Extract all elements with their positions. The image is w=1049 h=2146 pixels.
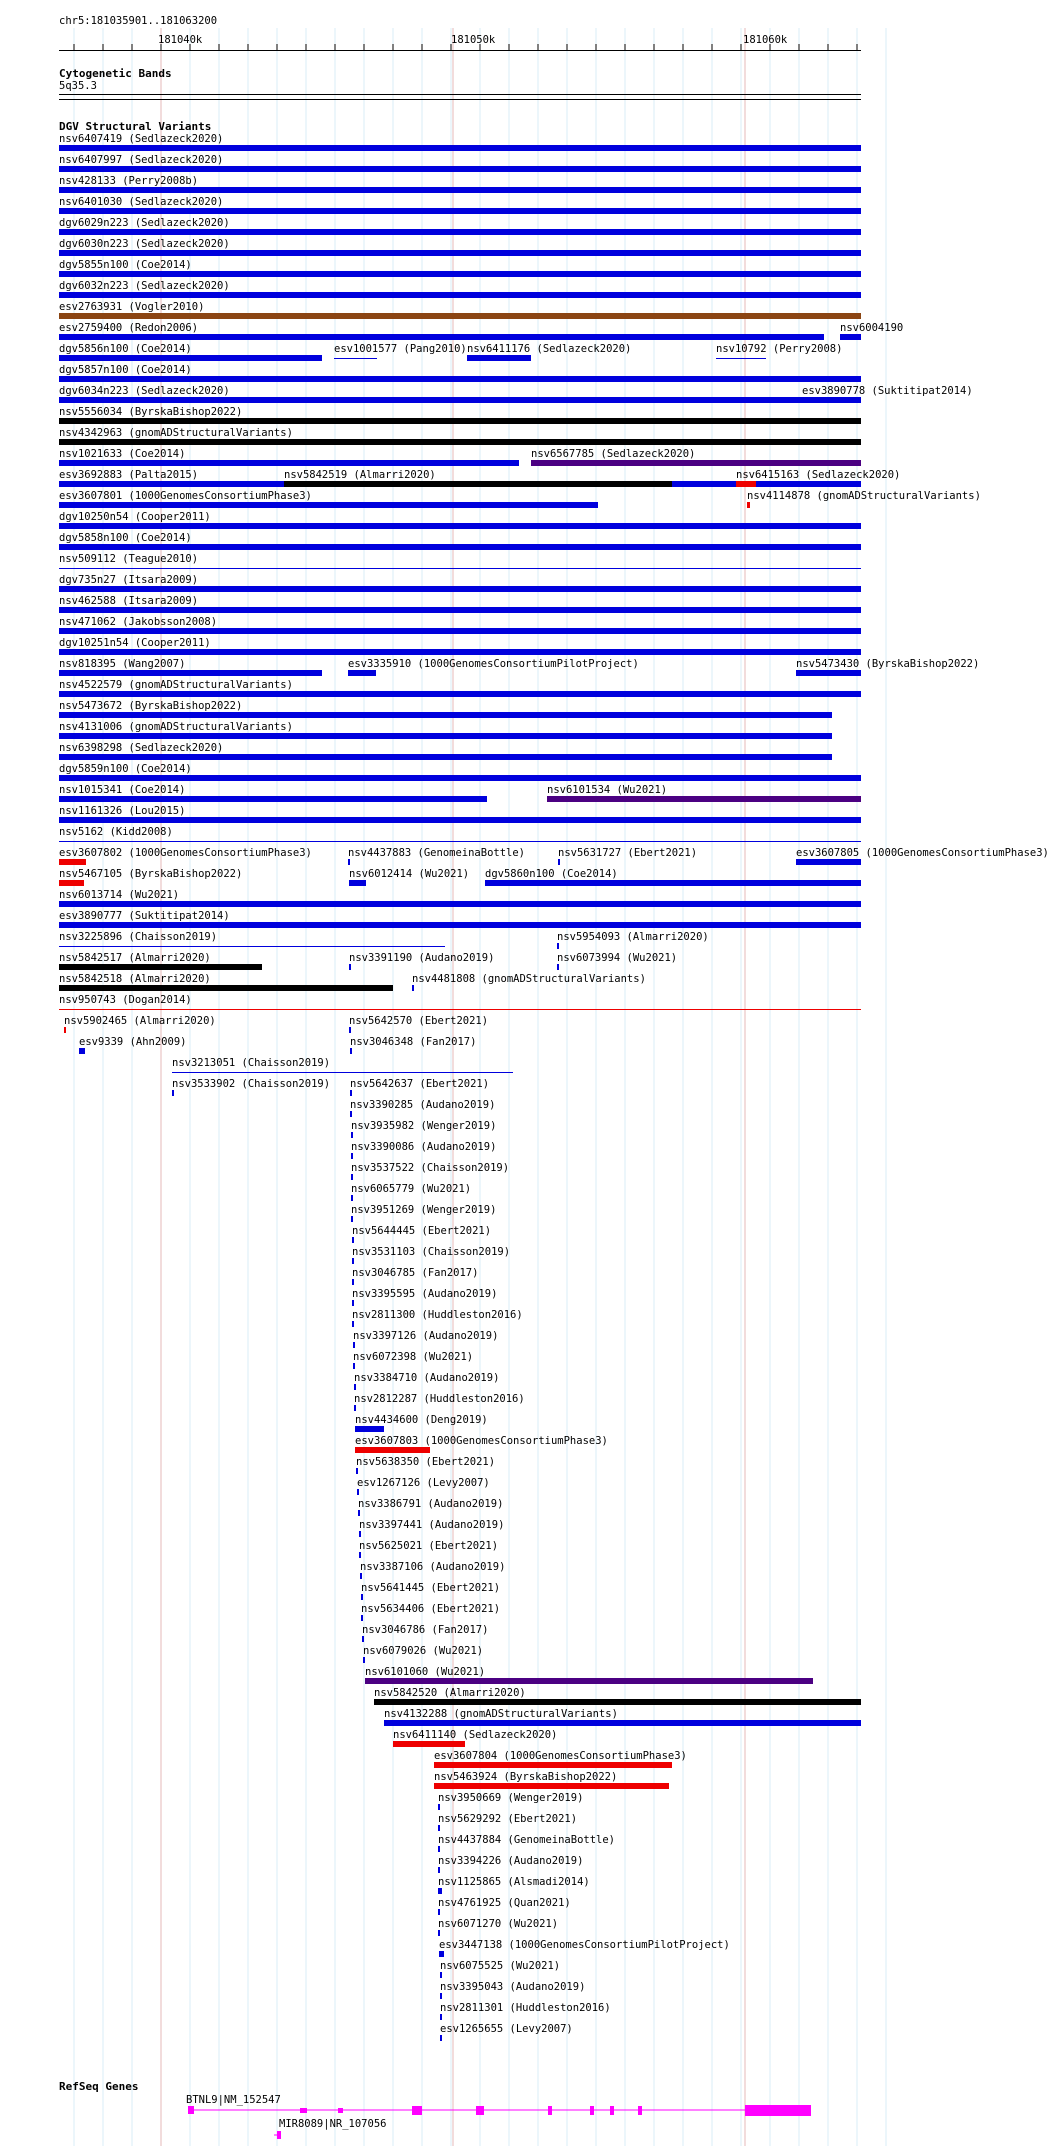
sv-label[interactable]: nsv3935982 (Wenger2019) [351, 1120, 497, 1132]
sv-feature-bar[interactable] [284, 481, 672, 487]
sv-label[interactable]: esv3890778 (Suktitipat2014) [802, 385, 973, 397]
sv-label[interactable]: nsv3395043 (Audano2019) [440, 1981, 586, 1993]
sv-feature-bar[interactable] [352, 1321, 354, 1327]
sv-label[interactable]: esv3607804 (1000GenomesConsortiumPhase3) [434, 1750, 687, 1762]
sv-feature-bar[interactable] [716, 358, 766, 359]
sv-feature-bar[interactable] [59, 733, 832, 739]
sv-feature-bar[interactable] [796, 859, 861, 865]
gene-label[interactable]: BTNL9|NM_152547 [186, 2094, 281, 2106]
sv-feature-bar[interactable] [350, 1090, 352, 1096]
sv-feature-bar[interactable] [353, 1342, 355, 1348]
sv-feature-bar[interactable] [59, 568, 861, 569]
sv-label[interactable]: esv1265655 (Levy2007) [440, 2023, 573, 2035]
sv-label[interactable]: nsv5634406 (Ebert2021) [361, 1603, 501, 1615]
sv-label[interactable]: nsv3395595 (Audano2019) [352, 1288, 498, 1300]
sv-label[interactable]: dgv6034n223 (Sedlazeck2020) [59, 385, 230, 397]
sv-feature-bar[interactable] [59, 691, 861, 697]
sv-feature-bar[interactable] [363, 1657, 365, 1663]
sv-feature-bar[interactable] [354, 1405, 356, 1411]
sv-feature-bar[interactable] [59, 859, 86, 865]
gene-model-btnl9[interactable] [0, 2100, 890, 2120]
sv-feature-bar[interactable] [736, 481, 756, 487]
sv-feature-bar[interactable] [59, 502, 598, 508]
sv-feature-bar[interactable] [172, 1072, 513, 1073]
sv-label[interactable]: nsv2811300 (Huddleston2016) [352, 1309, 523, 1321]
sv-feature-bar[interactable] [557, 943, 559, 949]
sv-label[interactable]: nsv1021633 (Coe2014) [59, 448, 186, 460]
sv-feature-bar[interactable] [351, 1195, 353, 1201]
sv-feature-bar[interactable] [348, 859, 350, 865]
sv-feature-bar[interactable] [59, 817, 861, 823]
sv-label[interactable]: nsv5842517 (Almarri2020) [59, 952, 211, 964]
sv-label[interactable]: nsv1125865 (Alsmadi2014) [438, 1876, 590, 1888]
sv-feature-bar[interactable] [840, 334, 861, 340]
sv-label[interactable]: esv1267126 (Levy2007) [357, 1477, 490, 1489]
sv-feature-bar[interactable] [352, 1237, 354, 1243]
sv-label[interactable]: esv3447138 (1000GenomesConsortiumPilotProject) [439, 1939, 730, 1951]
sv-feature-bar[interactable] [59, 880, 84, 886]
sv-label[interactable]: nsv3391190 (Audano2019) [349, 952, 495, 964]
sv-feature-bar[interactable] [357, 1489, 359, 1495]
sv-feature-bar[interactable] [349, 880, 366, 886]
sv-feature-bar[interactable] [79, 1048, 85, 1054]
sv-label[interactable]: nsv5902465 (Almarri2020) [64, 1015, 216, 1027]
sv-label[interactable]: nsv509112 (Teague2010) [59, 553, 199, 565]
sv-label[interactable]: nsv5467105 (ByrskaBishop2022) [59, 868, 243, 880]
sv-feature-bar[interactable] [59, 376, 861, 382]
sv-label[interactable]: esv2763931 (Vogler2010) [59, 301, 205, 313]
sv-feature-bar[interactable] [59, 418, 861, 424]
sv-label[interactable]: nsv6567785 (Sedlazeck2020) [531, 448, 696, 460]
sv-label[interactable]: nsv3225896 (Chaisson2019) [59, 931, 218, 943]
sv-label[interactable]: esv3607801 (1000GenomesConsortiumPhase3) [59, 490, 312, 502]
sv-feature-bar[interactable] [351, 1132, 353, 1138]
sv-label[interactable]: nsv6065779 (Wu2021) [351, 1183, 472, 1195]
sv-feature-bar[interactable] [362, 1636, 364, 1642]
sv-label[interactable]: nsv6411140 (Sedlazeck2020) [393, 1729, 558, 1741]
sv-label[interactable]: nsv3397126 (Audano2019) [353, 1330, 499, 1342]
sv-feature-bar[interactable] [440, 2035, 442, 2041]
sv-label[interactable]: nsv1161326 (Lou2015) [59, 805, 186, 817]
sv-label[interactable]: esv3692883 (Palta2015) [59, 469, 199, 481]
sv-label[interactable]: nsv6101534 (Wu2021) [547, 784, 668, 796]
sv-label[interactable]: nsv3213051 (Chaisson2019) [172, 1057, 331, 1069]
sv-label[interactable]: nsv6101060 (Wu2021) [365, 1666, 486, 1678]
sv-feature-bar[interactable] [384, 1720, 861, 1726]
sv-label[interactable]: nsv5641445 (Ebert2021) [361, 1582, 501, 1594]
sv-label[interactable]: nsv4522579 (gnomADStructuralVariants) [59, 679, 293, 691]
sv-feature-bar[interactable] [59, 901, 861, 907]
sv-label[interactable]: nsv3397441 (Audano2019) [359, 1519, 505, 1531]
sv-label[interactable]: nsv950743 (Dogan2014) [59, 994, 192, 1006]
sv-label[interactable]: nsv5629292 (Ebert2021) [438, 1813, 578, 1825]
sv-feature-bar[interactable] [352, 1258, 354, 1264]
sv-label[interactable]: nsv3531103 (Chaisson2019) [352, 1246, 511, 1258]
sv-feature-bar[interactable] [438, 1804, 440, 1810]
sv-label[interactable]: dgv5860n100 (Coe2014) [485, 868, 618, 880]
sv-label[interactable]: esv3607803 (1000GenomesConsortiumPhase3) [355, 1435, 608, 1447]
cytoband-track-title: Cytogenetic Bands [59, 67, 172, 80]
sv-label[interactable]: nsv4434600 (Deng2019) [355, 1414, 488, 1426]
ruler-tick-label: 181050k [451, 34, 496, 46]
sv-feature-bar[interactable] [59, 754, 832, 760]
ruler-tick-label: 181040k [158, 34, 203, 46]
sv-label[interactable]: dgv735n27 (Itsara2009) [59, 574, 199, 586]
sv-label[interactable]: nsv4761925 (Quan2021) [438, 1897, 571, 1909]
gene-label[interactable]: MIR8089|NR_107056 [279, 2118, 387, 2130]
sv-feature-bar[interactable] [59, 628, 861, 634]
sv-feature-bar[interactable] [59, 544, 861, 550]
sv-label[interactable]: dgv10250n54 (Cooper2011) [59, 511, 211, 523]
sv-feature-bar[interactable] [356, 1468, 358, 1474]
sv-feature-bar[interactable] [59, 523, 861, 529]
sv-label[interactable]: nsv3533902 (Chaisson2019) [172, 1078, 331, 1090]
sv-feature-bar[interactable] [361, 1594, 363, 1600]
sv-label[interactable]: dgv5858n100 (Coe2014) [59, 532, 192, 544]
sv-feature-bar[interactable] [438, 1930, 440, 1936]
sv-feature-bar[interactable] [434, 1762, 672, 1768]
sv-feature-bar[interactable] [64, 1027, 66, 1033]
sv-label[interactable]: nsv818395 (Wang2007) [59, 658, 186, 670]
sv-feature-bar[interactable] [349, 1027, 351, 1033]
sv-label[interactable]: nsv428133 (Perry2008b) [59, 175, 199, 187]
sv-feature-bar[interactable] [59, 355, 322, 361]
sv-feature-bar[interactable] [440, 1972, 442, 1978]
sv-feature-bar[interactable] [438, 1825, 440, 1831]
sv-label[interactable]: nsv3951269 (Wenger2019) [351, 1204, 497, 1216]
sv-label[interactable]: nsv5625021 (Ebert2021) [359, 1540, 499, 1552]
sv-feature-bar[interactable] [352, 1279, 354, 1285]
sv-feature-bar[interactable] [59, 397, 829, 403]
sv-feature-bar[interactable] [351, 1153, 353, 1159]
sv-label[interactable]: esv3890777 (Suktitipat2014) [59, 910, 230, 922]
sv-feature-bar[interactable] [557, 964, 559, 970]
sv-label[interactable]: nsv3384710 (Audano2019) [354, 1372, 500, 1384]
sv-feature-bar[interactable] [59, 208, 861, 214]
sv-feature-bar[interactable] [438, 1888, 442, 1894]
sv-label[interactable]: dgv6030n223 (Sedlazeck2020) [59, 238, 230, 250]
sv-feature-bar[interactable] [438, 1846, 440, 1852]
sv-feature-bar[interactable] [172, 1090, 174, 1096]
sv-feature-bar[interactable] [358, 1510, 360, 1516]
sv-feature-bar[interactable] [351, 1216, 353, 1222]
ruler-tick-label: 181060k [743, 34, 788, 46]
sv-label[interactable]: nsv6398298 (Sedlazeck2020) [59, 742, 224, 754]
sv-label[interactable]: nsv3390086 (Audano2019) [351, 1141, 497, 1153]
sv-feature-bar[interactable] [439, 1951, 444, 1957]
sv-label[interactable]: dgv5855n100 (Coe2014) [59, 259, 192, 271]
sv-label[interactable]: nsv2811301 (Huddleston2016) [440, 2002, 611, 2014]
sv-feature-bar[interactable] [354, 1384, 356, 1390]
sv-label[interactable]: nsv5644445 (Ebert2021) [352, 1225, 492, 1237]
sv-feature-bar[interactable] [59, 292, 861, 298]
sv-feature-bar[interactable] [59, 946, 445, 947]
sv-label[interactable]: nsv6079026 (Wu2021) [363, 1645, 484, 1657]
sv-label[interactable]: nsv6075525 (Wu2021) [440, 1960, 561, 1972]
sv-feature-bar[interactable] [59, 985, 393, 991]
sv-label[interactable]: nsv6071270 (Wu2021) [438, 1918, 559, 1930]
sv-feature-bar[interactable] [440, 2014, 442, 2020]
sv-feature-bar[interactable] [365, 1678, 813, 1684]
sv-feature-bar[interactable] [747, 502, 750, 508]
sv-feature-bar[interactable] [796, 670, 861, 676]
sv-feature-bar[interactable] [349, 964, 351, 970]
sv-label[interactable]: nsv5642637 (Ebert2021) [350, 1078, 490, 1090]
sv-feature-bar[interactable] [59, 250, 861, 256]
sv-label[interactable]: nsv4342963 (gnomADStructuralVariants) [59, 427, 293, 439]
sv-feature-bar[interactable] [59, 271, 861, 277]
sv-label[interactable]: nsv6073994 (Wu2021) [557, 952, 678, 964]
sv-label[interactable]: nsv3046348 (Fan2017) [350, 1036, 477, 1048]
dgv-track-title: DGV Structural Variants [59, 120, 212, 133]
sv-feature-bar[interactable] [59, 439, 861, 445]
sv-label[interactable]: nsv5473430 (ByrskaBishop2022) [796, 658, 980, 670]
sv-feature-bar[interactable] [59, 841, 861, 842]
sv-label[interactable]: esv3607805 (1000GenomesConsortiumPhase3) [796, 847, 1049, 859]
sv-label[interactable]: nsv4481808 (gnomADStructuralVariants) [412, 973, 646, 985]
sv-label[interactable]: nsv3386791 (Audano2019) [358, 1498, 504, 1510]
sv-feature-bar[interactable] [485, 880, 861, 886]
sv-label[interactable]: nsv6411176 (Sedlazeck2020) [467, 343, 632, 355]
sv-label[interactable]: nsv5842519 (Almarri2020) [284, 469, 436, 481]
sv-label[interactable]: nsv4132288 (gnomADStructuralVariants) [384, 1708, 618, 1720]
sv-feature-bar[interactable] [361, 1615, 363, 1621]
sv-feature-bar[interactable] [351, 1174, 353, 1180]
sv-label[interactable]: nsv5473672 (ByrskaBishop2022) [59, 700, 243, 712]
sv-feature-bar[interactable] [393, 1741, 465, 1747]
sv-feature-bar[interactable] [59, 712, 832, 718]
sv-feature-bar[interactable] [59, 586, 861, 592]
sv-feature-bar[interactable] [59, 922, 861, 928]
sv-label[interactable]: nsv3537522 (Chaisson2019) [351, 1162, 510, 1174]
gene-model-mir8089[interactable] [0, 2128, 890, 2142]
sv-label[interactable]: nsv6407419 (Sedlazeck2020) [59, 133, 224, 145]
sv-feature-bar[interactable] [59, 460, 519, 466]
sv-label[interactable]: nsv3394226 (Audano2019) [438, 1855, 584, 1867]
sv-feature-bar[interactable] [350, 1111, 352, 1117]
sv-label[interactable]: nsv5954093 (Almarri2020) [557, 931, 709, 943]
sv-feature-bar[interactable] [802, 397, 861, 403]
sv-label[interactable]: dgv5856n100 (Coe2014) [59, 343, 192, 355]
sv-label[interactable]: nsv5556034 (ByrskaBishop2022) [59, 406, 243, 418]
sv-feature-bar[interactable] [59, 145, 861, 151]
sv-label[interactable]: dgv6032n223 (Sedlazeck2020) [59, 280, 230, 292]
sv-label[interactable]: nsv6072398 (Wu2021) [353, 1351, 474, 1363]
sv-label[interactable]: nsv10792 (Perry2008) [716, 343, 843, 355]
sv-label[interactable]: nsv1015341 (Coe2014) [59, 784, 186, 796]
sv-label[interactable]: nsv3046786 (Fan2017) [362, 1624, 489, 1636]
sv-label[interactable]: nsv5162 (Kidd2008) [59, 826, 173, 838]
sv-feature-bar[interactable] [412, 985, 414, 991]
sv-label[interactable]: nsv4114878 (gnomADStructuralVariants) [747, 490, 981, 502]
sv-label[interactable]: nsv3950669 (Wenger2019) [438, 1792, 584, 1804]
sv-feature-bar[interactable] [59, 607, 861, 613]
sv-label[interactable]: nsv4131006 (gnomADStructuralVariants) [59, 721, 293, 733]
sv-feature-bar[interactable] [59, 775, 861, 781]
sv-label[interactable]: nsv6013714 (Wu2021) [59, 889, 180, 901]
sv-feature-bar[interactable] [350, 1048, 352, 1054]
sv-label[interactable]: nsv3387106 (Audano2019) [360, 1561, 506, 1573]
sv-feature-bar[interactable] [467, 355, 531, 361]
sv-label[interactable]: dgv5857n100 (Coe2014) [59, 364, 192, 376]
sv-feature-bar[interactable] [531, 460, 861, 466]
sv-feature-bar[interactable] [59, 187, 861, 193]
sv-feature-bar[interactable] [438, 1867, 440, 1873]
sv-feature-bar[interactable] [353, 1363, 355, 1369]
sv-feature-bar[interactable] [334, 358, 377, 359]
sv-feature-bar[interactable] [348, 670, 376, 676]
sv-label[interactable]: nsv471062 (Jakobsson2008) [59, 616, 218, 628]
sv-label[interactable]: nsv6004190 [840, 322, 904, 334]
sv-feature-bar[interactable] [59, 796, 487, 802]
sv-feature-bar[interactable] [359, 1531, 361, 1537]
sv-feature-bar[interactable] [59, 334, 824, 340]
sv-label[interactable]: nsv6407997 (Sedlazeck2020) [59, 154, 224, 166]
sv-label[interactable]: nsv462588 (Itsara2009) [59, 595, 199, 607]
location-label: chr5:181035901..181063200 [59, 15, 218, 27]
sv-label[interactable]: nsv5638350 (Ebert2021) [356, 1456, 496, 1468]
sv-label[interactable]: nsv5842518 (Almarri2020) [59, 973, 211, 985]
sv-feature-bar[interactable] [59, 1009, 861, 1010]
sv-feature-bar[interactable] [360, 1573, 362, 1579]
sv-label[interactable]: esv2759400 (Redon2006) [59, 322, 199, 334]
sv-feature-bar[interactable] [59, 649, 861, 655]
cytoband-label: 5q35.3 [59, 80, 97, 92]
sv-feature-bar[interactable] [59, 964, 262, 970]
sv-feature-bar[interactable] [434, 1783, 669, 1789]
sv-feature-bar[interactable] [374, 1699, 861, 1705]
sv-label[interactable]: nsv6012414 (Wu2021) [349, 868, 470, 880]
sv-feature-bar[interactable] [59, 166, 861, 172]
sv-feature-bar[interactable] [355, 1447, 430, 1453]
sv-label[interactable]: nsv5842520 (Almarri2020) [374, 1687, 526, 1699]
sv-label[interactable]: nsv5631727 (Ebert2021) [558, 847, 698, 859]
sv-label[interactable]: dgv6029n223 (Sedlazeck2020) [59, 217, 230, 229]
sv-feature-bar[interactable] [359, 1552, 361, 1558]
sv-label[interactable]: esv9339 (Ahn2009) [79, 1036, 187, 1048]
sv-feature-bar[interactable] [440, 1993, 442, 1999]
sv-feature-bar[interactable] [558, 859, 560, 865]
sv-feature-bar[interactable] [355, 1426, 384, 1432]
sv-feature-bar[interactable] [547, 796, 861, 802]
sv-label[interactable]: esv3335910 (1000GenomesConsortiumPilotProject) [348, 658, 639, 670]
sv-label[interactable]: nsv5642570 (Ebert2021) [349, 1015, 489, 1027]
sv-label[interactable]: esv1001577 (Pang2010) [334, 343, 467, 355]
sv-feature-bar[interactable] [352, 1300, 354, 1306]
sv-label[interactable]: nsv4437883 (GenomeinaBottle) [348, 847, 526, 859]
sv-feature-bar[interactable] [59, 229, 861, 235]
sv-label[interactable]: dgv5859n100 (Coe2014) [59, 763, 192, 775]
sv-label[interactable]: nsv3046785 (Fan2017) [352, 1267, 479, 1279]
refseq-track-title: RefSeq Genes [59, 2080, 139, 2093]
sv-label[interactable]: nsv4437884 (GenomeinaBottle) [438, 1834, 616, 1846]
sv-label[interactable]: nsv6401030 (Sedlazeck2020) [59, 196, 224, 208]
sv-label[interactable]: nsv6415163 (Sedlazeck2020) [736, 469, 901, 481]
sv-feature-bar[interactable] [59, 670, 322, 676]
sv-feature-bar[interactable] [438, 1909, 440, 1915]
sv-label[interactable]: dgv10251n54 (Cooper2011) [59, 637, 211, 649]
sv-label[interactable]: nsv3390285 (Audano2019) [350, 1099, 496, 1111]
sv-label[interactable]: nsv5463924 (ByrskaBishop2022) [434, 1771, 618, 1783]
sv-label[interactable]: esv3607802 (1000GenomesConsortiumPhase3) [59, 847, 312, 859]
sv-feature-bar[interactable] [59, 313, 861, 319]
sv-label[interactable]: nsv2812287 (Huddleston2016) [354, 1393, 525, 1405]
